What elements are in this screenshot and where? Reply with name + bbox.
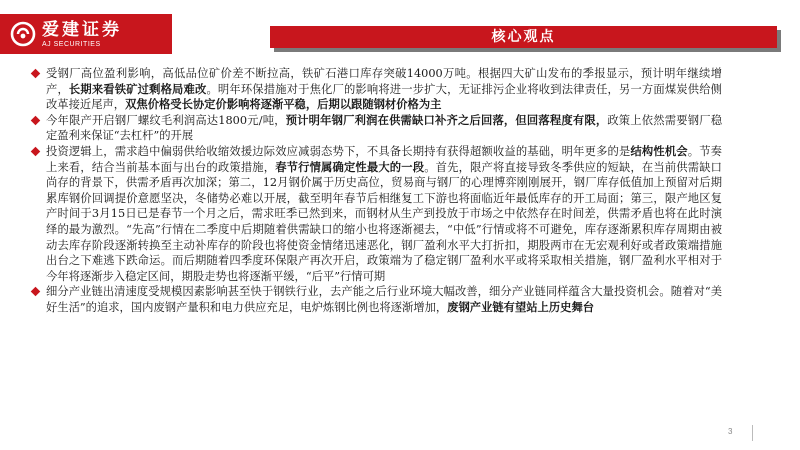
bullet-item (46, 144, 722, 284)
logo-mark-icon (10, 21, 36, 47)
bullet-text: 。明年环保措施对于焦化厂的影响将进一步扩大，无证排污企业将收到法律责任，另一方面煤炭供给侧改革接近尾声， (46, 82, 722, 112)
bullet-text-bold: 废钢产业链有望站上历史舞台 (447, 299, 595, 314)
bullet-text: 。节奏上来看，结合当前基本面与出台的政策措施， (46, 144, 722, 174)
bullet-item (46, 66, 722, 113)
bullet-text: 。首先，限产将直接导致冬季供应的短缺，在当前供需缺口尚存的背景下，供需矛盾再次加深；第二，12月钢价属于历史高位，贸易商与钢厂的心理博弈刚刚展开，钢厂库存低值加上预留对后期累库钢价回调提价意愿坚决，冬储势必难以开展，截至明年春节后相继复工下游也将面临近年最低库存的开工局面；第三，限产地区复产时间于3月15日已是春节一个月之后，需求旺季已然到来，而钢材从生产到投放于市场之中依然存在时间差，供需矛盾也将在此时演绎的最为激烈。“先高”行情在二季度中后期随着供需缺口的缩小也将逐渐褪去，“中低”行情或将不可避免，库存逐渐累积库存周期由被动去库存阶段逐渐转换至主动补库存的阶段也将使资金情绪迅速恶化，钢厂盈利水平大打折扣，期股两市在无宏观利好或者政策端措施出台之下难逃下跌命运。而后期随着四季度环保限产再次开启，政策端为了稳定钢厂盈利水平或将采取相关措施，钢厂盈利水平相对于今年将逐渐步入稳定区间，期股走势也将逐渐平缓，“后平”行情可期 (46, 160, 722, 283)
bullet-text: 受钢厂高位盈利影响，高低品位矿价差不断拉高，铁矿石港口库存突破14000万吨。根据四大矿山发布的季报显示，预计明年继续增产， (46, 67, 722, 96)
footer-divider (752, 425, 753, 441)
bullet-item (46, 113, 722, 144)
diamond-bullet-icon (31, 69, 41, 79)
bullet-list (46, 66, 722, 316)
bullet-text-bold: 长期来看铁矿过剩格局难改 (68, 81, 207, 96)
logo-name-en: AJ SECURITIES (42, 40, 101, 48)
bullet-text: 今年限产开启钢厂螺纹毛利润高达1800元/吨， (46, 113, 286, 127)
bullet-text-bold: 双焦价格受长协定价影响将逐渐平稳，后期以跟随钢材价格为主 (125, 97, 442, 112)
bullet-item (46, 284, 722, 315)
bullet-text-bold: 春节行情属确定性最大的一段 (275, 159, 425, 174)
diamond-bullet-icon (31, 147, 41, 157)
bullet-text-bold: 结构性机会 (630, 143, 688, 158)
diamond-bullet-icon (31, 116, 41, 126)
bullet-text: 政策上依然需要钢厂稳定盈利来保证“去杠杆”的开展 (46, 113, 722, 143)
bullet-text-bold: 预计明年钢厂利润在供需缺口补齐之后回落，但回落程度有限， (285, 112, 608, 127)
logo-text (42, 20, 122, 49)
company-logo (0, 14, 172, 54)
logo-name-cn: 爱建证券 (42, 19, 122, 40)
bullet-text: 投资逻辑上，需求趋中偏弱供给收缩效援边际效应减弱态势下，不具备长期持有获得超额收益的基础，明年更多的是 (46, 144, 631, 158)
diamond-bullet-icon (31, 287, 41, 297)
page-number: 3 (728, 427, 733, 436)
bullet-text: 细分产业链出清速度受规模因素影响甚至快于钢铁行业，去产能之后行业环境大幅改善，细分产业链同样蕴含大量投资机会。随着对“美好生活”的追求，国内废钢产量积和电力供应充足，电炉炼钢比例也将逐渐增加， (46, 285, 722, 314)
page-title: 核心观点 (270, 26, 777, 48)
